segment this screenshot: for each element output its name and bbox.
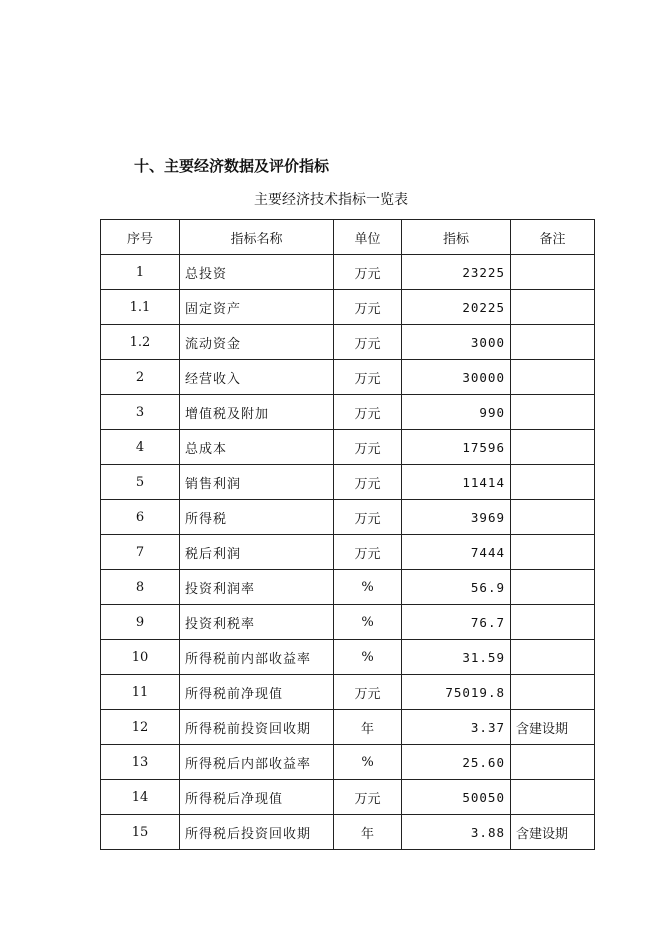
- table-row: [101, 255, 595, 290]
- table-caption: 主要经济技术指标一览表: [254, 192, 408, 208]
- cell-note: [511, 605, 595, 640]
- cell-value: 7444: [402, 535, 511, 570]
- section-heading: 十、主要经济数据及评价指标: [134, 157, 330, 175]
- table-row: [101, 535, 595, 570]
- table-row: [101, 500, 595, 535]
- cell-note: [511, 290, 595, 325]
- table-row: [101, 640, 595, 675]
- cell-note: [511, 745, 595, 780]
- cell-name: 流动资金: [180, 325, 334, 360]
- cell-name: 投资利税率: [180, 605, 334, 640]
- cell-note: [511, 430, 595, 465]
- table-row: [101, 815, 595, 850]
- cell-note: [511, 395, 595, 430]
- cell-value: 25.60: [402, 745, 511, 780]
- cell-unit: 万元: [334, 780, 402, 815]
- cell-name: 总投资: [180, 255, 334, 290]
- table-row: [101, 360, 595, 395]
- cell-no: 2: [101, 360, 180, 395]
- cell-unit: 万元: [334, 360, 402, 395]
- table-header-row: [101, 220, 595, 255]
- cell-name: 所得税前净现值: [180, 675, 334, 710]
- cell-unit: 年: [334, 815, 402, 850]
- cell-name: 税后利润: [180, 535, 334, 570]
- cell-note: [511, 360, 595, 395]
- cell-no: 14: [101, 780, 180, 815]
- cell-note: [511, 255, 595, 290]
- cell-no: 6: [101, 500, 180, 535]
- cell-name: 总成本: [180, 430, 334, 465]
- cell-name: 所得税: [180, 500, 334, 535]
- cell-name: 增值税及附加: [180, 395, 334, 430]
- cell-name: 经营收入: [180, 360, 334, 395]
- header-no: 序号: [101, 220, 180, 255]
- table-row: [101, 780, 595, 815]
- cell-unit: 万元: [334, 500, 402, 535]
- cell-unit: 万元: [334, 290, 402, 325]
- cell-note: [511, 640, 595, 675]
- cell-unit: 万元: [334, 675, 402, 710]
- cell-unit: %: [334, 745, 402, 780]
- cell-no: 5: [101, 465, 180, 500]
- cell-unit: 万元: [334, 325, 402, 360]
- cell-name: 投资利润率: [180, 570, 334, 605]
- cell-value: 56.9: [402, 570, 511, 605]
- cell-value: 50050: [402, 780, 511, 815]
- cell-value: 30000: [402, 360, 511, 395]
- cell-value: 990: [402, 395, 511, 430]
- cell-no: 12: [101, 710, 180, 745]
- cell-name: 所得税后投资回收期: [180, 815, 334, 850]
- cell-unit: 万元: [334, 395, 402, 430]
- cell-value: 17596: [402, 430, 511, 465]
- header-note: 备注: [511, 220, 595, 255]
- cell-note: [511, 780, 595, 815]
- cell-unit: 万元: [334, 255, 402, 290]
- cell-no: 4: [101, 430, 180, 465]
- header-name: 指标名称: [180, 220, 334, 255]
- cell-name: 所得税后内部收益率: [180, 745, 334, 780]
- cell-no: 8: [101, 570, 180, 605]
- cell-note: [511, 570, 595, 605]
- cell-value: 20225: [402, 290, 511, 325]
- cell-no: 11: [101, 675, 180, 710]
- cell-no: 13: [101, 745, 180, 780]
- cell-name: 固定资产: [180, 290, 334, 325]
- cell-no: 1: [101, 255, 180, 290]
- cell-value: 11414: [402, 465, 511, 500]
- cell-name: 所得税前投资回收期: [180, 710, 334, 745]
- table-row: [101, 465, 595, 500]
- cell-note: [511, 535, 595, 570]
- cell-unit: 万元: [334, 535, 402, 570]
- cell-unit: 年: [334, 710, 402, 745]
- cell-unit: %: [334, 640, 402, 675]
- cell-no: 7: [101, 535, 180, 570]
- cell-note: [511, 465, 595, 500]
- table-row: [101, 290, 595, 325]
- cell-value: 3000: [402, 325, 511, 360]
- cell-value: 31.59: [402, 640, 511, 675]
- table-row: [101, 395, 595, 430]
- cell-no: 10: [101, 640, 180, 675]
- cell-value: 76.7: [402, 605, 511, 640]
- header-value: 指标: [402, 220, 511, 255]
- table-row: [101, 570, 595, 605]
- cell-unit: 万元: [334, 430, 402, 465]
- cell-no: 1.1: [101, 290, 180, 325]
- header-unit: 单位: [334, 220, 402, 255]
- cell-unit: 万元: [334, 465, 402, 500]
- cell-no: 15: [101, 815, 180, 850]
- cell-name: 所得税前内部收益率: [180, 640, 334, 675]
- table-row: [101, 430, 595, 465]
- cell-note: [511, 500, 595, 535]
- cell-value: 3.88: [402, 815, 511, 850]
- table-row: [101, 605, 595, 640]
- cell-no: 9: [101, 605, 180, 640]
- table-row: [101, 325, 595, 360]
- cell-note: [511, 325, 595, 360]
- cell-note: 含建设期: [511, 815, 595, 850]
- cell-name: 销售利润: [180, 465, 334, 500]
- cell-name: 所得税后净现值: [180, 780, 334, 815]
- cell-value: 75019.8: [402, 675, 511, 710]
- cell-unit: %: [334, 570, 402, 605]
- table-row: [101, 710, 595, 745]
- cell-note: [511, 675, 595, 710]
- cell-value: 23225: [402, 255, 511, 290]
- cell-unit: %: [334, 605, 402, 640]
- cell-no: 3: [101, 395, 180, 430]
- table-body: [101, 255, 595, 850]
- cell-no: 1.2: [101, 325, 180, 360]
- economic-indicators-table: [100, 219, 595, 850]
- cell-note: 含建设期: [511, 710, 595, 745]
- cell-value: 3.37: [402, 710, 511, 745]
- cell-value: 3969: [402, 500, 511, 535]
- table-row: [101, 745, 595, 780]
- table-row: [101, 675, 595, 710]
